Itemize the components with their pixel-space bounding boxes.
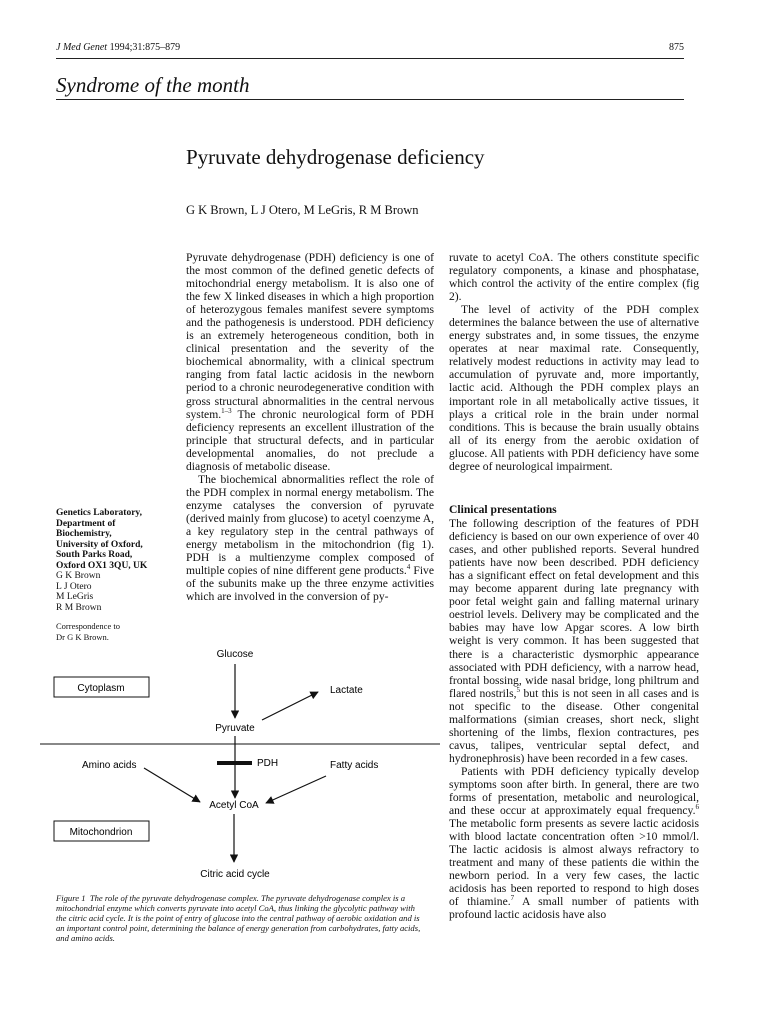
reference-superscript: 4 <box>406 563 411 572</box>
reference-superscript: 6 <box>695 803 699 812</box>
clinical-presentations-section <box>449 503 699 922</box>
label-fatty-acids: Fatty acids <box>330 760 379 771</box>
body-column-right-top <box>449 251 699 473</box>
label-glucose: Glucose <box>216 649 254 660</box>
affiliation-line: University of Oxford, <box>56 539 143 550</box>
reference-superscript: 1–3 <box>221 406 232 415</box>
journal-name: J Med Genet <box>56 42 108 53</box>
affiliation-line: Department of <box>56 518 116 529</box>
journal-citation <box>56 42 180 53</box>
label-lactate: Lactate <box>330 685 363 696</box>
header-rule <box>56 58 684 59</box>
paragraph-activity: The level of activity of the PDH complex determines the balance between the use of alternative energy substrates and, in some tissues, the enzyme operates at near maximal rate. Consequently, relatively modest reductions in activity may lead to accumulation of pyruvate and, more importantly, lactic acid. Although the PDH complex plays an important role in all metabolically active tissues, it plays a critical role in the brain under normal conditions. This is because the brain usually obtains all of its energy from the aerobic oxidation of glucose. All patients with PDH deficiency have some degree of neurological impairment. <box>449 303 699 473</box>
reference-superscript: 5 <box>516 685 521 694</box>
caption-label: Figure 1 <box>56 893 86 903</box>
article-authors: G K Brown, L J Otero, M LeGris, R M Brown <box>186 203 419 217</box>
affiliation-author: G K Brown <box>56 571 101 581</box>
affiliation-author: R M Brown <box>56 602 102 613</box>
label-pdh: PDH <box>257 758 279 769</box>
label-amino-acids: Amino acids <box>82 760 137 771</box>
figure-caption <box>56 893 422 943</box>
article-title: Pyruvate dehydrogenase deficiency <box>186 145 485 169</box>
page-number: 875 <box>669 42 684 53</box>
pdh-block-bar <box>217 761 252 765</box>
label-pyruvate: Pyruvate <box>215 723 255 734</box>
arrow-fatty-acids <box>266 776 326 803</box>
label-mitochondrion: Mitochondrion <box>69 827 133 838</box>
journal-volume: 1994;31:875–879 <box>109 42 181 53</box>
paragraph-continued: ruvate to acetyl CoA. The others constitute specific regulatory components, a kinase and phosphatase, which control the activity of the entire complex (fig 2). <box>449 251 699 304</box>
affiliation-author: M LeGris <box>56 592 94 602</box>
affiliation-line: South Parks Road, <box>56 550 133 560</box>
section-title: Syndrome of the month <box>56 73 250 97</box>
correspondence: Correspondence to Dr G K Brown. <box>56 621 120 642</box>
label-cytoplasm: Cytoplasm <box>77 683 125 694</box>
paragraph-intro: Pyruvate dehydrogenase (PDH) deficiency is one of the most common of the defined genetic defects of mitochondrial energy metabolism. It is also one of the few X linked diseases in which a high proportion of heterozygous females manifest severe symptoms and the pathogenesis is understood. PDH deficiency is an extremely heterogeneous condition, both in clinical presentation and the severity of the biochemical abnormality, with a clinical spectrum ranging from fatal lactic acidosis in the newborn period to a chronic neurodegenerative condition with gross structural abnormalities in the central nervous system.$^{1-3}$ The chronic neurological form of PDH deficiency represents an excellent illustration of the principle that structural defects, and in particular developmental anomalies, do not preclude a diagnosis of metabolic disease. <box>186 251 434 473</box>
paragraph-clinical-2: Patients with PDH deficiency typically develop symptoms soon after birth. In general, there are two forms of presentation, metabolic and neurological, and these occur at approximately equal frequency.$^6$ The metabolic form presents as severe lactic acidosis with blood lactate concentration often >10 mmol/l. The lactic acidosis is almost always refractory to treatment and many of these patients die within the newborn period. In a very few cases, the lactic acidosis has been reported to respond to high doses of thiamine.$^7$ A small number of patients with profound lactic acidosis have also <box>449 764 699 922</box>
pdh-pathway-figure <box>40 640 440 890</box>
paragraph-biochemistry: The biochemical abnormalities reflect the role of the PDH complex in normal energy metabolism. The enzyme catalyses the conversion of pyruvate (derived mainly from glucose) to acetyl coenzyme A, a key regulatory step in the central pathways of energy metabolism in the mitochondrion (fig 1). PDH is a multienzyme complex composed of multiple copies of nine different gene products.$^4$ Five of the subunits make up the three enzyme activities which are involved in the conversion of py- <box>186 472 434 604</box>
arrow-amino-acids <box>144 768 200 802</box>
body-column-left <box>186 251 434 603</box>
label-citric-acid-cycle: Citric acid cycle <box>200 869 270 880</box>
label-acetyl-coa: Acetyl CoA <box>209 800 259 811</box>
affiliation-author: L J Otero <box>56 581 92 592</box>
affiliation-line: Genetics Laboratory, <box>56 508 143 518</box>
reference-superscript: 7 <box>510 894 515 903</box>
arrow-pyruvate-lactate <box>262 692 318 720</box>
author-affiliation <box>56 508 176 642</box>
paragraph-clinical-1: The following description of the features of PDH deficiency is based on our own experience of over 40 cases, and other published reports. Several hundred patients have now been described. PDH deficiency has a significant effect on fetal development and this may become apparent during late pregnancy with poor fetal weight gain and falling maternal urinary oestriol levels. Delivery may be complicated and the babies may have low Apgar scores. A low birth weight is very common. It has been suggested that there is a characteristic dysmorphic appearance associated with PDH deficiency, with a narrow head, frontal bossing, wide nasal bridge, long philtrum and flared nostrils,$^5$ but this is not seen in all cases and is not specific to the disease. Other congenital malformations (simian creases, short neck, slight shortening of the limbs, flexion contractures, pes cavus, talipes, ventricular septal defect, and hydronephrosis) have been recorded in a few cases. <box>449 517 699 765</box>
caption-text: The role of the pyruvate dehydrogenase complex. The pyruvate dehydrogenase complex is a mitochondrial enzyme which converts pyruvate into acetyl CoA, thus linking the glycolytic pathway with the citric acid cycle. It is the point of entry of glucose into the central pathway of aerobic oxidation and is an important control point, determining the balance of energy generation from carbohydrates, fatty acids, and amino acids. <box>56 893 421 943</box>
section-rule <box>56 99 684 100</box>
section-heading: Clinical presentations <box>449 503 557 516</box>
affiliation-line: Biochemistry, <box>56 529 112 539</box>
affiliation-line: Oxford OX1 3QU, UK <box>56 560 148 571</box>
